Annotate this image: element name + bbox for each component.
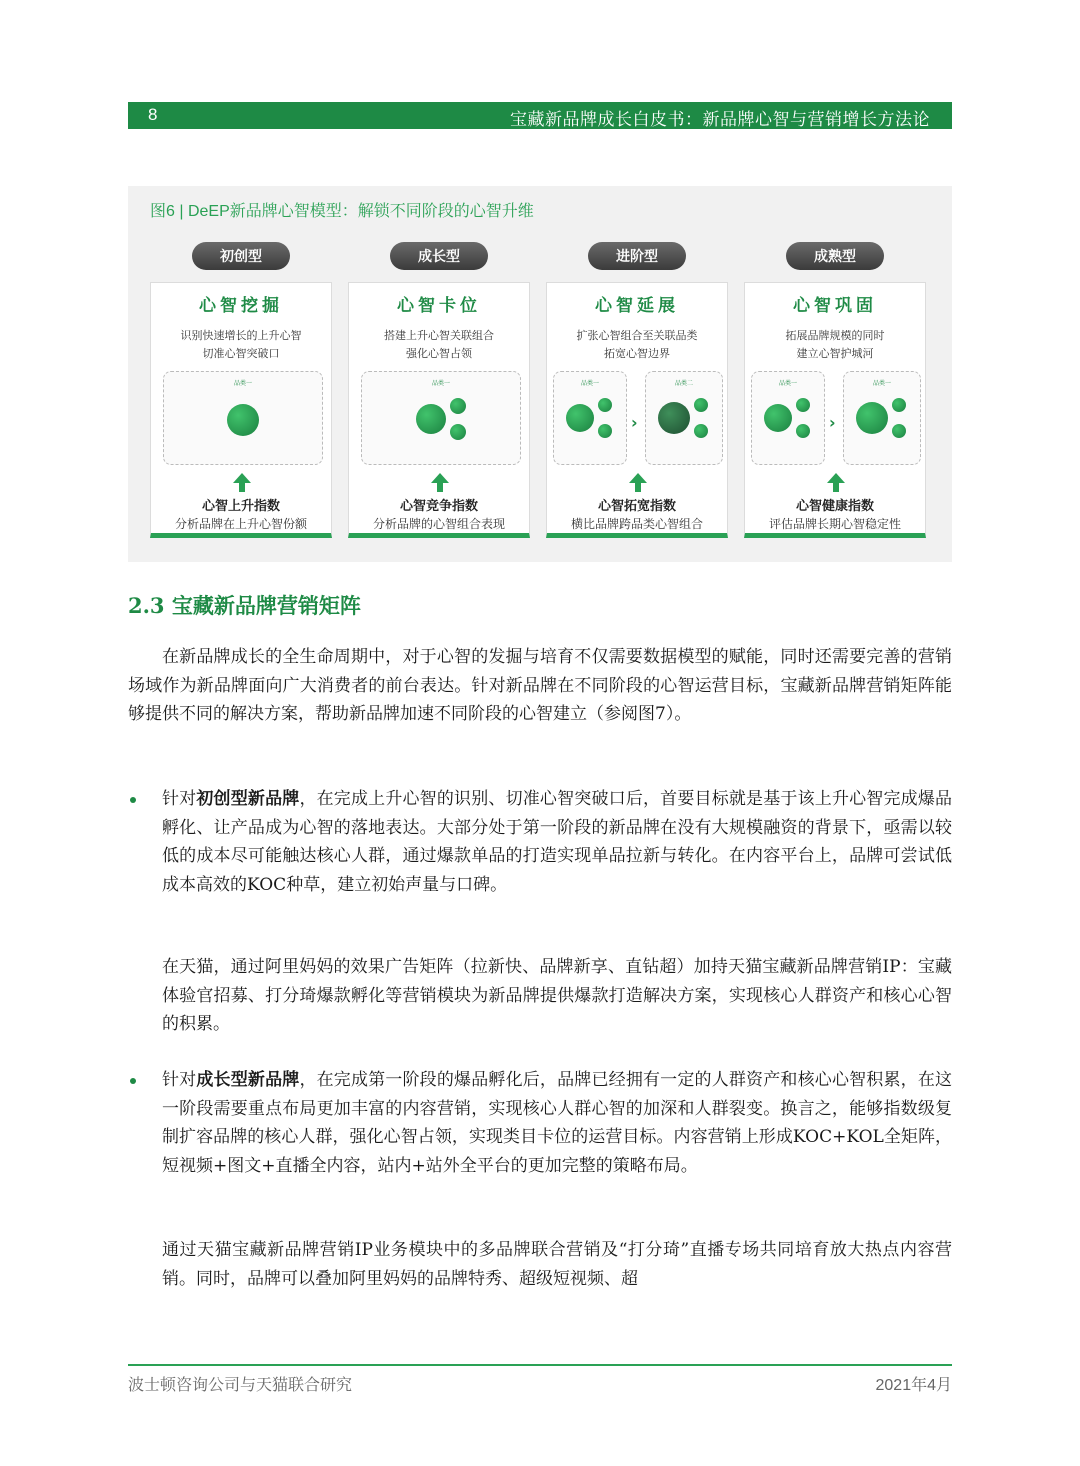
index-description: 分析品牌在上升心智份额 [174,517,307,531]
stage-title: 心智挖掘 [199,296,283,315]
mind-circle [566,404,594,432]
bullet-growth-brands [162,1066,952,1180]
stage-title: 心智巩固 [793,296,877,315]
stage-description [359,327,519,363]
up-arrow-stem [239,482,245,492]
index-name: 心智健康指数 [795,498,874,513]
category-label: 品类一 [778,381,797,387]
up-arrow-stem [437,482,443,492]
description-line: 强化心智占领 [406,348,472,360]
mind-circle [694,398,708,412]
footer-source: 波士顿咨询公司与天猫联合研究 [128,1377,353,1394]
mind-circle [796,424,810,438]
bullet-text: ，在完成第一阶段的爆品孵化后，品牌已经拥有一定的人群资产和核心心智积累，在这一阶段需要重点布局更加丰富的内容营销，实现核心人群心智的加深和人群裂变。换言之，能够指数级复制扩容品牌的核心人群，强化心智占领，实现类目卡位的运营目标。内容营销上形成KOC+KOL全矩阵，短视频+图文+直播全内容，站内+站外全平台的更加完整的策略布局。 [162,1070,953,1176]
chevron-right-icon: › [631,413,638,432]
description-line: 识别快速增长的上升心智 [180,330,302,342]
bullet-text: 针对 [162,1070,197,1090]
tmall-startup-paragraph: 在天猫，通过阿里妈妈的效果广告矩阵（拉新快、品牌新享、直钻超）加持天猫宝藏新品牌营销IP：宝藏体验官招募、打分琦爆款孵化等营销模块为新品牌提供爆款打造解决方案，实现核心人群资产和核心心智的积累。 [162,957,952,1034]
stage-description [557,327,717,363]
mind-circle [450,424,466,440]
stage-pill: 成长型 [390,242,488,270]
category-label: 品类二 [674,381,693,387]
intro-paragraph: 在新品牌成长的全生命周期中，对于心智的发掘与培育不仅需要数据模型的赋能，同时还需要完善的营销场域作为新品牌面向广大消费者的前台表达。针对新品牌在不同阶段的心智运营目标，宝藏新品牌营销矩阵能够提供不同的解决方案，帮助新品牌加速不同阶段的心智建立（参阅图7）。 [128,647,952,724]
stage-description [755,327,915,363]
bullet-icon [130,1078,136,1084]
category-label: 品类一 [872,381,891,387]
category-label: 品类一 [431,381,450,387]
category-well [751,371,825,465]
mind-circle [416,404,446,434]
stage-card [744,282,926,538]
footer-divider [128,1364,952,1366]
figure-caption: 图6 | DeEP新品牌心智模型：解锁不同阶段的心智升维 [150,203,534,220]
bullet-emphasis: 成长型新品牌 [196,1070,300,1090]
bullet-icon [130,797,136,803]
stage-card [150,282,332,538]
document-title: 宝藏新品牌成长白皮书：新品牌心智与营销增长方法论 [510,110,930,129]
bullet-text: ，在完成上升心智的识别、切准心智突破口后，首要目标就是基于该上升心智完成爆品孵化、让产品成为心智的落地表达。大部分处于第一阶段的新品牌在没有大规模融资的背景下，亟需以较低的成本尽可能触达核心人群，通过爆款单品的打造实现单品拉新与转化。在内容平台上，品牌可尝试低成本高效的KOC种草，建立初始声量与口碑。 [162,789,953,895]
mind-circle [892,424,906,438]
stage-pill: 成熟型 [786,242,884,270]
up-arrow-stem [635,482,641,492]
description-line: 拓宽心智边界 [604,348,670,360]
page-header [128,102,952,129]
mind-circle [598,424,612,438]
mind-circle [764,404,792,432]
stage-title: 心智卡位 [397,296,481,315]
category-well [361,371,521,465]
index-name: 心智拓宽指数 [597,498,676,513]
chevron-right-icon: › [829,413,836,432]
stage-card [546,282,728,538]
category-well [163,371,323,465]
stage-description [161,327,321,363]
category-well [645,371,723,465]
category-label: 品类一 [580,381,599,387]
index-description: 分析品牌的心智组合表现 [372,517,505,531]
index-name: 心智上升指数 [201,498,280,513]
category-label: 品类一 [233,381,252,387]
description-line: 切准心智突破口 [202,348,280,360]
description-line: 搭建上升心智关联组合 [384,330,494,342]
mind-circle [796,398,810,412]
stage-card-advanced [546,244,728,538]
category-well [553,371,627,465]
bullet-emphasis: 初创型新品牌 [196,789,300,809]
description-line: 扩张心智组合至关联品类 [576,330,698,342]
figure-6 [128,186,952,562]
up-arrow-stem [833,482,839,492]
tmall-growth-paragraph: 通过天猫宝藏新品牌营销IP业务模块中的多品牌联合营销及“打分琦”直播专场共同培育放大热点内容营销。同时，品牌可以叠加阿里妈妈的品牌特秀、超级短视频、超 [162,1240,952,1289]
page-number: 8 [148,105,158,124]
stage-pill: 初创型 [192,242,290,270]
section-heading: 2.3 宝藏新品牌营销矩阵 [128,593,361,618]
stage-pill: 进阶型 [588,242,686,270]
footer-date: 2021年4月 [875,1377,952,1394]
bullet-startup-brands [162,785,952,899]
stage-card-growth [348,244,530,538]
stage-title: 心智延展 [595,296,679,315]
index-description: 横比品牌跨品类心智组合 [570,517,703,531]
bullet-text: 针对 [162,789,197,809]
stage-card [348,282,530,538]
mind-circle [450,398,466,414]
mind-circle [856,402,888,434]
mind-circle [598,398,612,412]
stage-card-mature [744,244,926,538]
index-description: 评估品牌长期心智稳定性 [768,517,901,531]
mind-circle [694,424,708,438]
mind-circle [892,398,906,412]
description-line: 建立心智护城河 [796,348,874,360]
index-name: 心智竞争指数 [399,498,478,513]
description-line: 拓展品牌规模的同时 [785,330,885,342]
mind-circle [658,402,690,434]
mind-circle [227,404,259,436]
category-well [843,371,921,465]
stage-card-startup [150,244,332,538]
